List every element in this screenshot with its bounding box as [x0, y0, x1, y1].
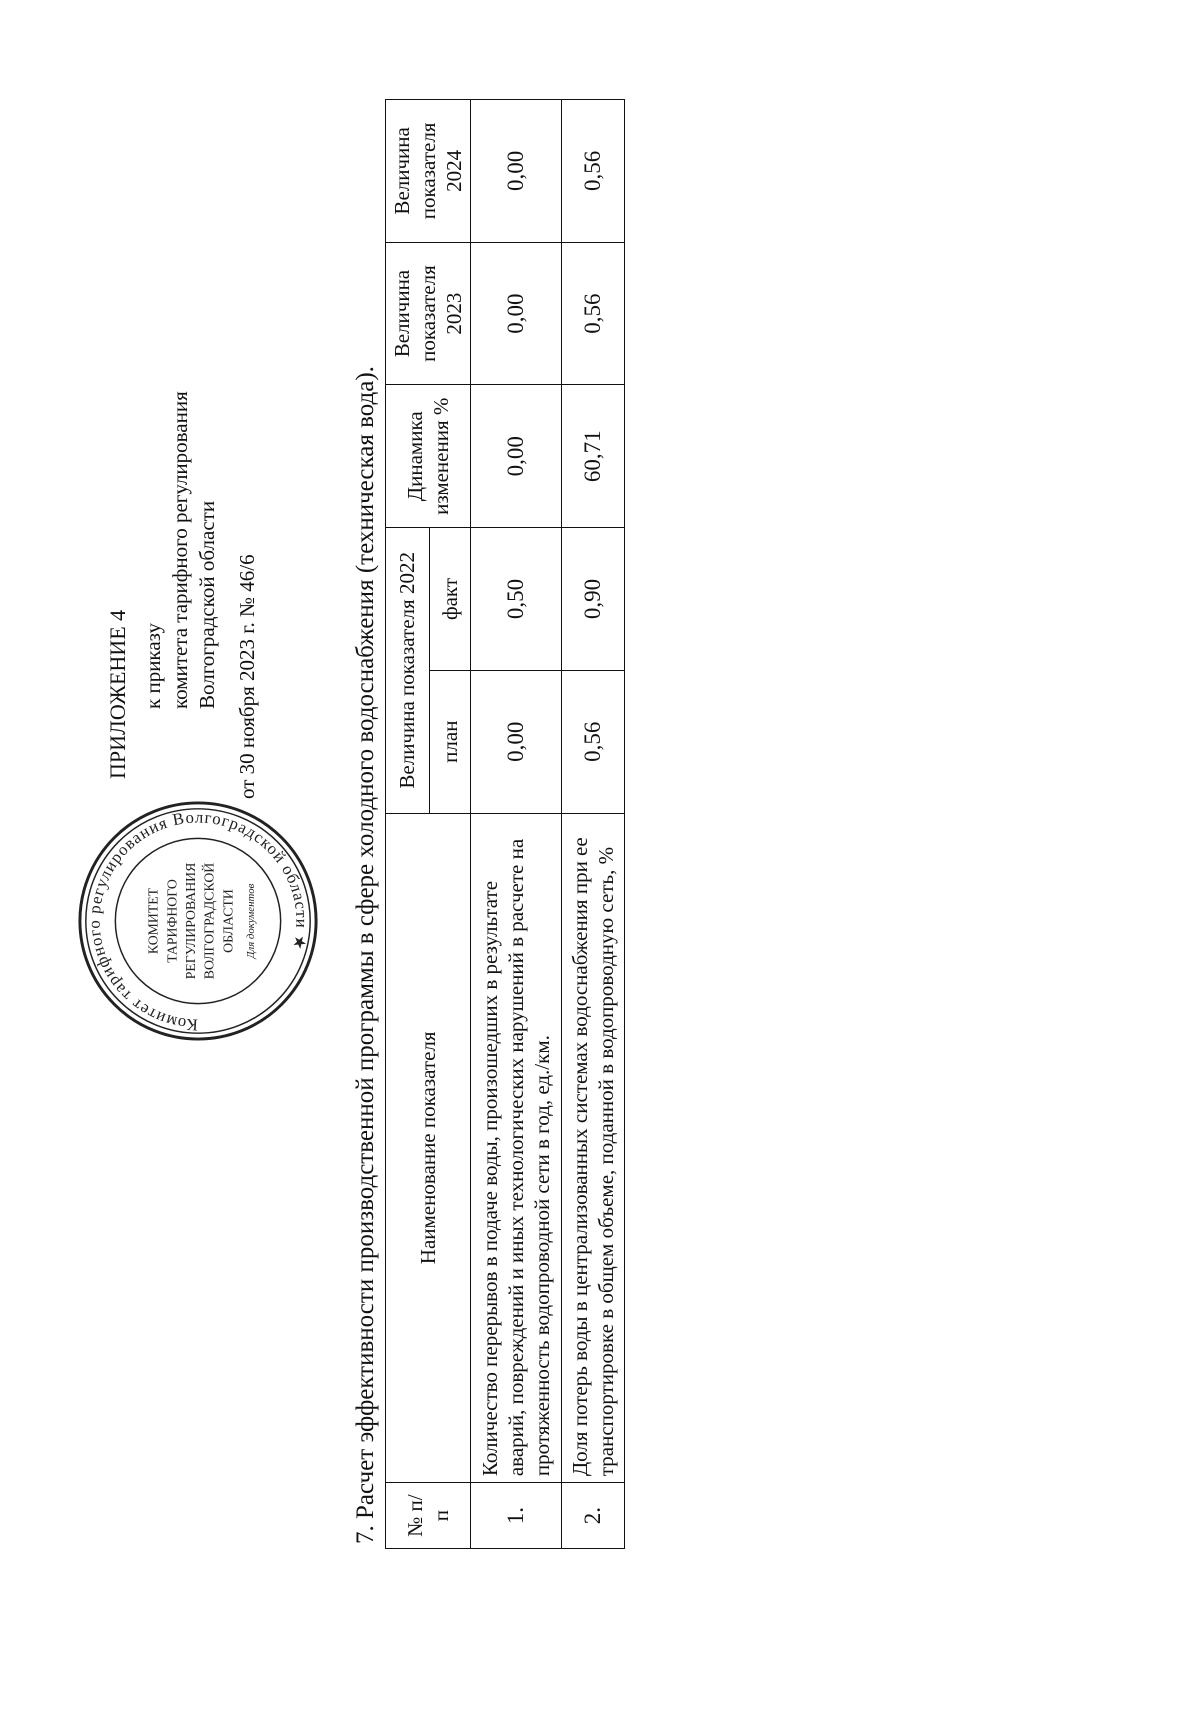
table-row — [471, 100, 562, 1549]
row-num: 2. — [562, 1483, 625, 1549]
header-num: № п/п — [386, 1483, 471, 1549]
official-seal-stamp — [75, 798, 321, 1044]
row-fact: 0,50 — [471, 528, 562, 671]
order-issuer-line: комитета тарифного регулирования — [168, 391, 192, 709]
row-dynamics: 60,71 — [562, 385, 625, 528]
seal-inner-line: КОМИТЕТ — [145, 887, 161, 955]
header-dynamics: Динамика изменения % — [386, 385, 471, 528]
row-num: 1. — [471, 1483, 562, 1549]
row-2023: 0,56 — [562, 242, 625, 385]
seal-inner-line: РЕГУЛИРОВАНИЯ — [183, 862, 199, 980]
header-plan: план — [429, 670, 470, 813]
seal-inner-line: Для документов — [245, 883, 258, 959]
row-2024: 0,56 — [562, 100, 625, 243]
seal-inner-line: ОБЛАСТИ — [220, 889, 236, 953]
seal-ring-text: Комитет тарифного регулирования Волгоградской области ★ — [84, 807, 312, 1035]
table-row — [562, 100, 625, 1549]
table-title: 7. Расчет эффективности производственной программы в сфере холодного водоснабжения (техническая вода). — [352, 366, 379, 1544]
table-header-row — [386, 100, 430, 1549]
appendix-heading: ПРИЛОЖЕНИЕ 4 — [105, 609, 130, 779]
row-name: Доля потерь воды в централизованных системах водоснабжения при ее транспортировке в общем объеме, поданной в водопроводную сеть, % — [562, 813, 625, 1483]
row-dynamics: 0,00 — [471, 385, 562, 528]
seal-inner-line: ТАРИФНОГО — [164, 879, 180, 963]
order-region-line: Волгоградской области — [195, 500, 219, 709]
row-fact: 0,90 — [562, 528, 625, 671]
header-2022: Величина показателя 2022 — [386, 528, 430, 813]
header-name: Наименование показателя — [386, 813, 471, 1483]
order-reference-line: к приказу — [141, 623, 165, 709]
efficiency-table — [385, 99, 625, 1549]
row-2023: 0,00 — [471, 242, 562, 385]
row-2024: 0,00 — [471, 100, 562, 243]
header-2024: Величина показателя 2024 — [386, 100, 471, 243]
row-plan: 0,56 — [562, 670, 625, 813]
header-2023: Величина показателя 2023 — [386, 242, 471, 385]
row-plan: 0,00 — [471, 670, 562, 813]
header-fact: факт — [429, 528, 470, 671]
seal-inner-line: ВОЛГОГРАДСКОЙ — [201, 862, 217, 980]
order-date-number: от 30 ноября 2023 г. № 46/6 — [235, 554, 259, 799]
row-name: Количество перерывов в подаче воды, произошедших в результате аварий, повреждений и иных технологических нарушений в расчете на протяженность водопроводной сети в год, ед./км. — [471, 813, 562, 1483]
